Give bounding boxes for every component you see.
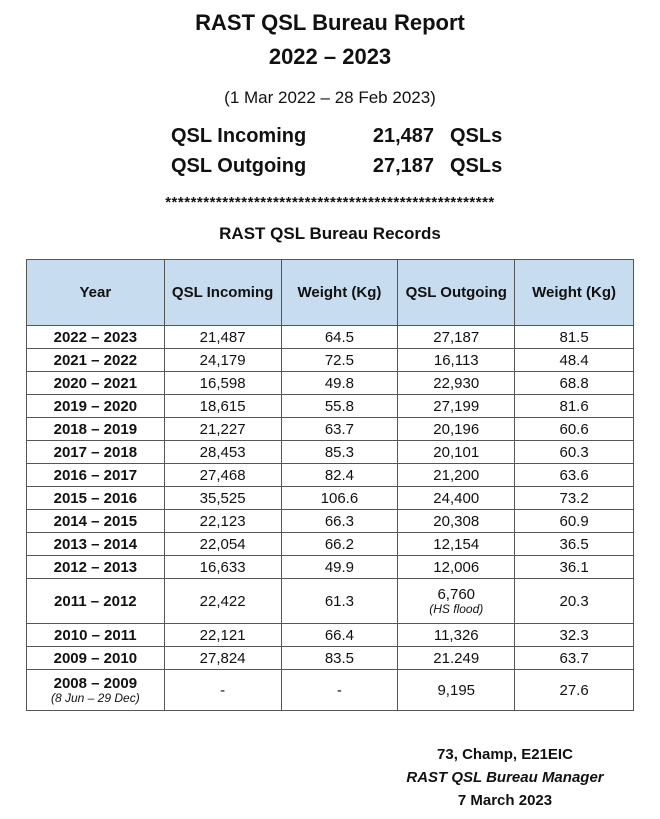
row-incoming: 35,525 — [164, 487, 281, 510]
row-outgoing: 20,196 — [398, 418, 515, 441]
table-row — [27, 579, 634, 624]
row-incoming-weight: 64.5 — [281, 326, 398, 349]
row-incoming-weight: 61.3 — [281, 579, 398, 624]
report-period: (1 Mar 2022 – 28 Feb 2023) — [224, 88, 436, 107]
row-year: 2022 – 2023 — [27, 326, 165, 349]
row-outgoing-weight: 63.6 — [515, 464, 634, 487]
row-outgoing-weight: 36.1 — [515, 556, 634, 579]
summary-outgoing-label: QSL Outgoing — [171, 155, 307, 177]
table-row — [27, 349, 634, 372]
row-outgoing: 6,760 — [437, 585, 476, 603]
row-year: 2019 – 2020 — [27, 395, 165, 418]
table-header-row — [27, 260, 634, 326]
row-outgoing: 21,200 — [398, 464, 515, 487]
row-year: 2013 – 2014 — [27, 533, 165, 556]
row-outgoing-weight: 63.7 — [515, 647, 634, 670]
row-outgoing-weight: 81.5 — [515, 326, 634, 349]
row-outgoing-cell — [398, 579, 515, 624]
header-qsl-outgoing: QSL Outgoing — [398, 260, 515, 326]
row-incoming-weight: 66.3 — [281, 510, 398, 533]
row-outgoing-weight: 48.4 — [515, 349, 634, 372]
row-incoming-weight: 85.3 — [281, 441, 398, 464]
row-outgoing: 20,101 — [398, 441, 515, 464]
table-row — [27, 326, 634, 349]
table-row — [27, 372, 634, 395]
row-incoming: 18,615 — [164, 395, 281, 418]
row-incoming-weight: 63.7 — [281, 418, 398, 441]
row-year: 2014 – 2015 — [27, 510, 165, 533]
row-incoming-weight: 55.8 — [281, 395, 398, 418]
table-row — [27, 670, 634, 711]
report-title: RAST QSL Bureau Report — [195, 10, 465, 35]
signoff-callsign: 73, Champ, E21EIC — [437, 746, 573, 763]
row-year: 2010 – 2011 — [27, 624, 165, 647]
row-incoming-weight: 49.8 — [281, 372, 398, 395]
row-year: 2011 – 2012 — [27, 579, 165, 624]
table-row — [27, 647, 634, 670]
row-year: 2016 – 2017 — [27, 464, 165, 487]
summary-incoming-value: 21,487 — [372, 125, 434, 147]
summary-incoming-unit: QSLs — [450, 125, 503, 147]
signoff-date: 7 March 2023 — [457, 792, 553, 809]
row-outgoing: 11,326 — [398, 624, 515, 647]
row-year: 2008 – 2009 — [53, 674, 138, 692]
records-title: RAST QSL Bureau Records — [219, 224, 441, 243]
row-incoming-weight: - — [281, 670, 398, 711]
row-year: 2021 – 2022 — [27, 349, 165, 372]
row-incoming: 24,179 — [164, 349, 281, 372]
row-year: 2015 – 2016 — [27, 487, 165, 510]
header-outgoing-weight: Weight (Kg) — [515, 260, 634, 326]
row-outgoing-weight: 60.3 — [515, 441, 634, 464]
records-table — [26, 259, 634, 711]
summary-outgoing-unit: QSLs — [450, 155, 503, 177]
row-incoming: 21,227 — [164, 418, 281, 441]
row-outgoing-weight: 27.6 — [515, 670, 634, 711]
row-incoming: 28,453 — [164, 441, 281, 464]
row-incoming-weight: 83.5 — [281, 647, 398, 670]
row-year-note: (8 Jun – 29 Dec) — [50, 690, 140, 705]
row-incoming: 21,487 — [164, 326, 281, 349]
row-year-cell — [27, 670, 165, 711]
separator-stars: **************************************************** — [165, 194, 495, 211]
table-row — [27, 441, 634, 464]
row-outgoing-weight: 32.3 — [515, 624, 634, 647]
row-incoming-weight: 82.4 — [281, 464, 398, 487]
row-outgoing: 21.249 — [398, 647, 515, 670]
row-outgoing-weight: 60.9 — [515, 510, 634, 533]
row-incoming-weight: 72.5 — [281, 349, 398, 372]
row-outgoing: 22,930 — [398, 372, 515, 395]
row-outgoing: 9,195 — [398, 670, 515, 711]
row-year: 2017 – 2018 — [27, 441, 165, 464]
table-row — [27, 464, 634, 487]
summary-incoming-label: QSL Incoming — [171, 125, 307, 147]
row-incoming: 22,054 — [164, 533, 281, 556]
row-outgoing-weight: 81.6 — [515, 395, 634, 418]
summary-outgoing — [0, 155, 660, 181]
row-incoming: - — [164, 670, 281, 711]
summary-outgoing-value: 27,187 — [372, 155, 434, 177]
row-outgoing: 27,187 — [398, 326, 515, 349]
row-year: 2018 – 2019 — [27, 418, 165, 441]
row-year: 2009 – 2010 — [27, 647, 165, 670]
table-row — [27, 395, 634, 418]
row-year: 2012 – 2013 — [27, 556, 165, 579]
row-incoming: 16,598 — [164, 372, 281, 395]
row-incoming-weight: 66.4 — [281, 624, 398, 647]
table-row — [27, 533, 634, 556]
row-year: 2020 – 2021 — [27, 372, 165, 395]
row-outgoing: 16,113 — [398, 349, 515, 372]
header-incoming-weight: Weight (Kg) — [281, 260, 398, 326]
table-row — [27, 487, 634, 510]
row-incoming-weight: 66.2 — [281, 533, 398, 556]
row-incoming-weight: 106.6 — [281, 487, 398, 510]
table-row — [27, 418, 634, 441]
table-row — [27, 556, 634, 579]
row-outgoing-weight: 68.8 — [515, 372, 634, 395]
row-incoming: 22,422 — [164, 579, 281, 624]
signoff-role: RAST QSL Bureau Manager — [406, 769, 604, 786]
row-incoming-weight: 49.9 — [281, 556, 398, 579]
table-row — [27, 624, 634, 647]
row-outgoing-weight: 73.2 — [515, 487, 634, 510]
row-outgoing: 20,308 — [398, 510, 515, 533]
table-row — [27, 510, 634, 533]
row-outgoing: 27,199 — [398, 395, 515, 418]
header-qsl-incoming: QSL Incoming — [164, 260, 281, 326]
row-incoming: 27,468 — [164, 464, 281, 487]
header-year: Year — [27, 260, 165, 326]
row-outgoing-weight: 20.3 — [515, 579, 634, 624]
row-incoming: 16,633 — [164, 556, 281, 579]
row-incoming: 22,121 — [164, 624, 281, 647]
row-outgoing-weight: 60.6 — [515, 418, 634, 441]
row-outgoing-weight: 36.5 — [515, 533, 634, 556]
row-outgoing: 12,006 — [398, 556, 515, 579]
row-incoming: 27,824 — [164, 647, 281, 670]
row-outgoing: 12,154 — [398, 533, 515, 556]
row-outgoing: 24,400 — [398, 487, 515, 510]
row-incoming: 22,123 — [164, 510, 281, 533]
summary-incoming — [0, 125, 660, 151]
report-years: 2022 – 2023 — [268, 44, 392, 69]
row-outgoing-note: (HS flood) — [429, 601, 484, 616]
